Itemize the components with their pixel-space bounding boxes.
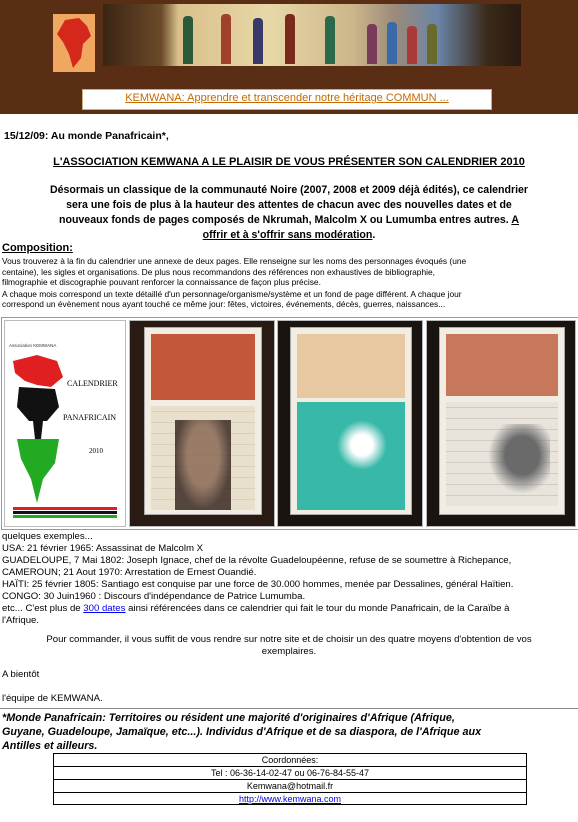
cover-stripe-red [13, 507, 117, 510]
site-banner [0, 0, 578, 114]
intro-line: Désormais un classique de la communauté Noire (2007, 2008 et 2009 déjà édités), ce calendrier [49, 184, 529, 196]
composition-line: filmographie et discographie pouvant renforcer la connaissance de façon plus précise. [2, 277, 321, 287]
intro-line-text: nouveaux fonds de pages composés de Nkrumah, Malcolm X ou Lumumba entres autres. [59, 214, 509, 226]
closing-signature: l'équipe de KEMWANA. [2, 693, 103, 704]
contact-title: Coordonnées: [54, 754, 526, 767]
composition-line: correspond un évènement nous ayant touché ce même jour: fêtes, victoires, événements, décès, guerres, naissances... [2, 299, 446, 309]
date-line: 15/12/09: Au monde Panafricain*, [4, 130, 169, 142]
intro-paragraph [0, 183, 578, 243]
composition-text [2, 256, 576, 310]
closing-bientot: A bientôt [2, 669, 40, 680]
calendar-photos [1, 317, 578, 530]
intro-period: . [372, 229, 376, 241]
composition-line: A chaque mois correspond un texte détaillé d'un personnage/organisme/système et un fond de page différent. A chaque jour [2, 288, 462, 299]
calendar-text-panel [297, 334, 405, 398]
headline: L'ASSOCIATION KEMWANA A LE PLAISIR DE VOUS PRÉSENTER SON CALENDRIER 2010 [53, 156, 525, 168]
contact-email[interactable]: Kemwana@hotmail.fr [54, 780, 526, 793]
calendar-page-3-image [426, 320, 576, 527]
portrait-malcolm-x [175, 420, 231, 510]
cover-stripe-black [13, 511, 117, 514]
examples-section [2, 531, 578, 627]
footnote-line: Antilles et ailleurs. [2, 740, 98, 752]
calendar-text-panel [446, 334, 558, 396]
tagline-box[interactable] [82, 89, 492, 110]
calendar-page-malcolm-x-image [129, 320, 275, 527]
calendar-text-panel [151, 334, 255, 400]
africa-map-logo [53, 14, 95, 72]
contact-box [53, 753, 527, 805]
africa-silhouette-icon [7, 351, 69, 511]
example-item: CONGO: 30 Juin1960 : Discours d'indépendance de Patrice Lumumba. [2, 591, 306, 602]
calendar-page [439, 327, 565, 515]
order-line: Pour commander, il vous suffit de vous rendre sur notre site et de choisir un des quatre moyens d'obtention de vos [46, 634, 532, 645]
composition-title: Composition: [2, 242, 73, 254]
banner-artwork [103, 4, 521, 66]
cover-title-2: PANAFRICAIN [63, 413, 117, 422]
outro-text: etc... C'est plus de [2, 603, 84, 614]
example-item: GUADELOUPE, 7 Mai 1802: Joseph Ignace, chef de la révolte Guadeloupéenne, refuse de se soumettre à Richepance, [2, 555, 512, 566]
order-text [0, 634, 578, 658]
composition-line: centaine), les sigles et organisations. De plus nous recommandons des références non exhaustives de bibliographie, [2, 266, 435, 277]
calendar-page [144, 327, 262, 515]
intro-line [0, 213, 578, 228]
examples-intro: quelques exemples... [2, 531, 93, 542]
examples-outro: l'Afrique. [2, 615, 40, 626]
footnote-line: *Monde Panafricain: Territoires ou résident une majorité d'originaires d'Afrique (Afrique, [2, 712, 455, 724]
example-item: USA: 21 février 1965: Assassinat de Malcolm X [2, 543, 204, 554]
intro-offer-a: A [511, 214, 519, 226]
intro-line: sera une fois de plus à la hauteur des attentes de chacun avec des nouvelles dates et de [66, 199, 512, 211]
calendar-page [290, 327, 412, 515]
order-line: exemplaires. [261, 646, 317, 657]
examples-outro [2, 603, 578, 615]
example-item: CAMEROUN; 21 Aout 1970: Arrestation de Ernest Ouandié. [2, 567, 257, 578]
composition-line: Vous trouverez à la fin du calendrier une annexe de deux pages. Elle renseigne sur les noms des personnages évoqués (une [2, 256, 467, 266]
cover-assoc: Association KEMWANA [9, 343, 57, 348]
calendar-cover-image [4, 320, 126, 527]
outro-text: ainsi référencées dans ce calendrier qui fait le tour du monde Panafricain, de la Caraïbe à [125, 603, 510, 614]
portrait-shadow [488, 424, 550, 494]
footnote [2, 711, 576, 753]
calendar-page-2-image [277, 320, 423, 527]
cover-stripe-green [13, 515, 117, 518]
flash-glare [337, 420, 387, 470]
divider [0, 708, 578, 709]
example-item: HAÏTI: 25 février 1805: Santiago est conquise par une force de 30.000 hommes, menée par Dessalines, général Haïtien. [2, 579, 514, 590]
site-tagline-link[interactable]: KEMWANA: Apprendre et transcender notre héritage COMMUN ... [125, 92, 449, 104]
intro-offer-text: offrir et à s'offrir sans modération [202, 229, 373, 241]
cover-title-1: CALENDRIER [67, 379, 118, 388]
contact-phone: Tel : 06-36-14-02-47 ou 06-76-84-55-47 [54, 767, 526, 780]
dates-link[interactable]: 300 dates [83, 603, 126, 614]
website-link[interactable]: http://www.kemwana.com [238, 794, 342, 804]
cover-year: 2010 [89, 447, 103, 455]
footnote-line: Guyane, Guadeloupe, Jamaïque, etc...). Individus d'Afrique et de sa diaspora, de l'Afrique aux [2, 726, 482, 738]
intro-line [0, 228, 578, 243]
